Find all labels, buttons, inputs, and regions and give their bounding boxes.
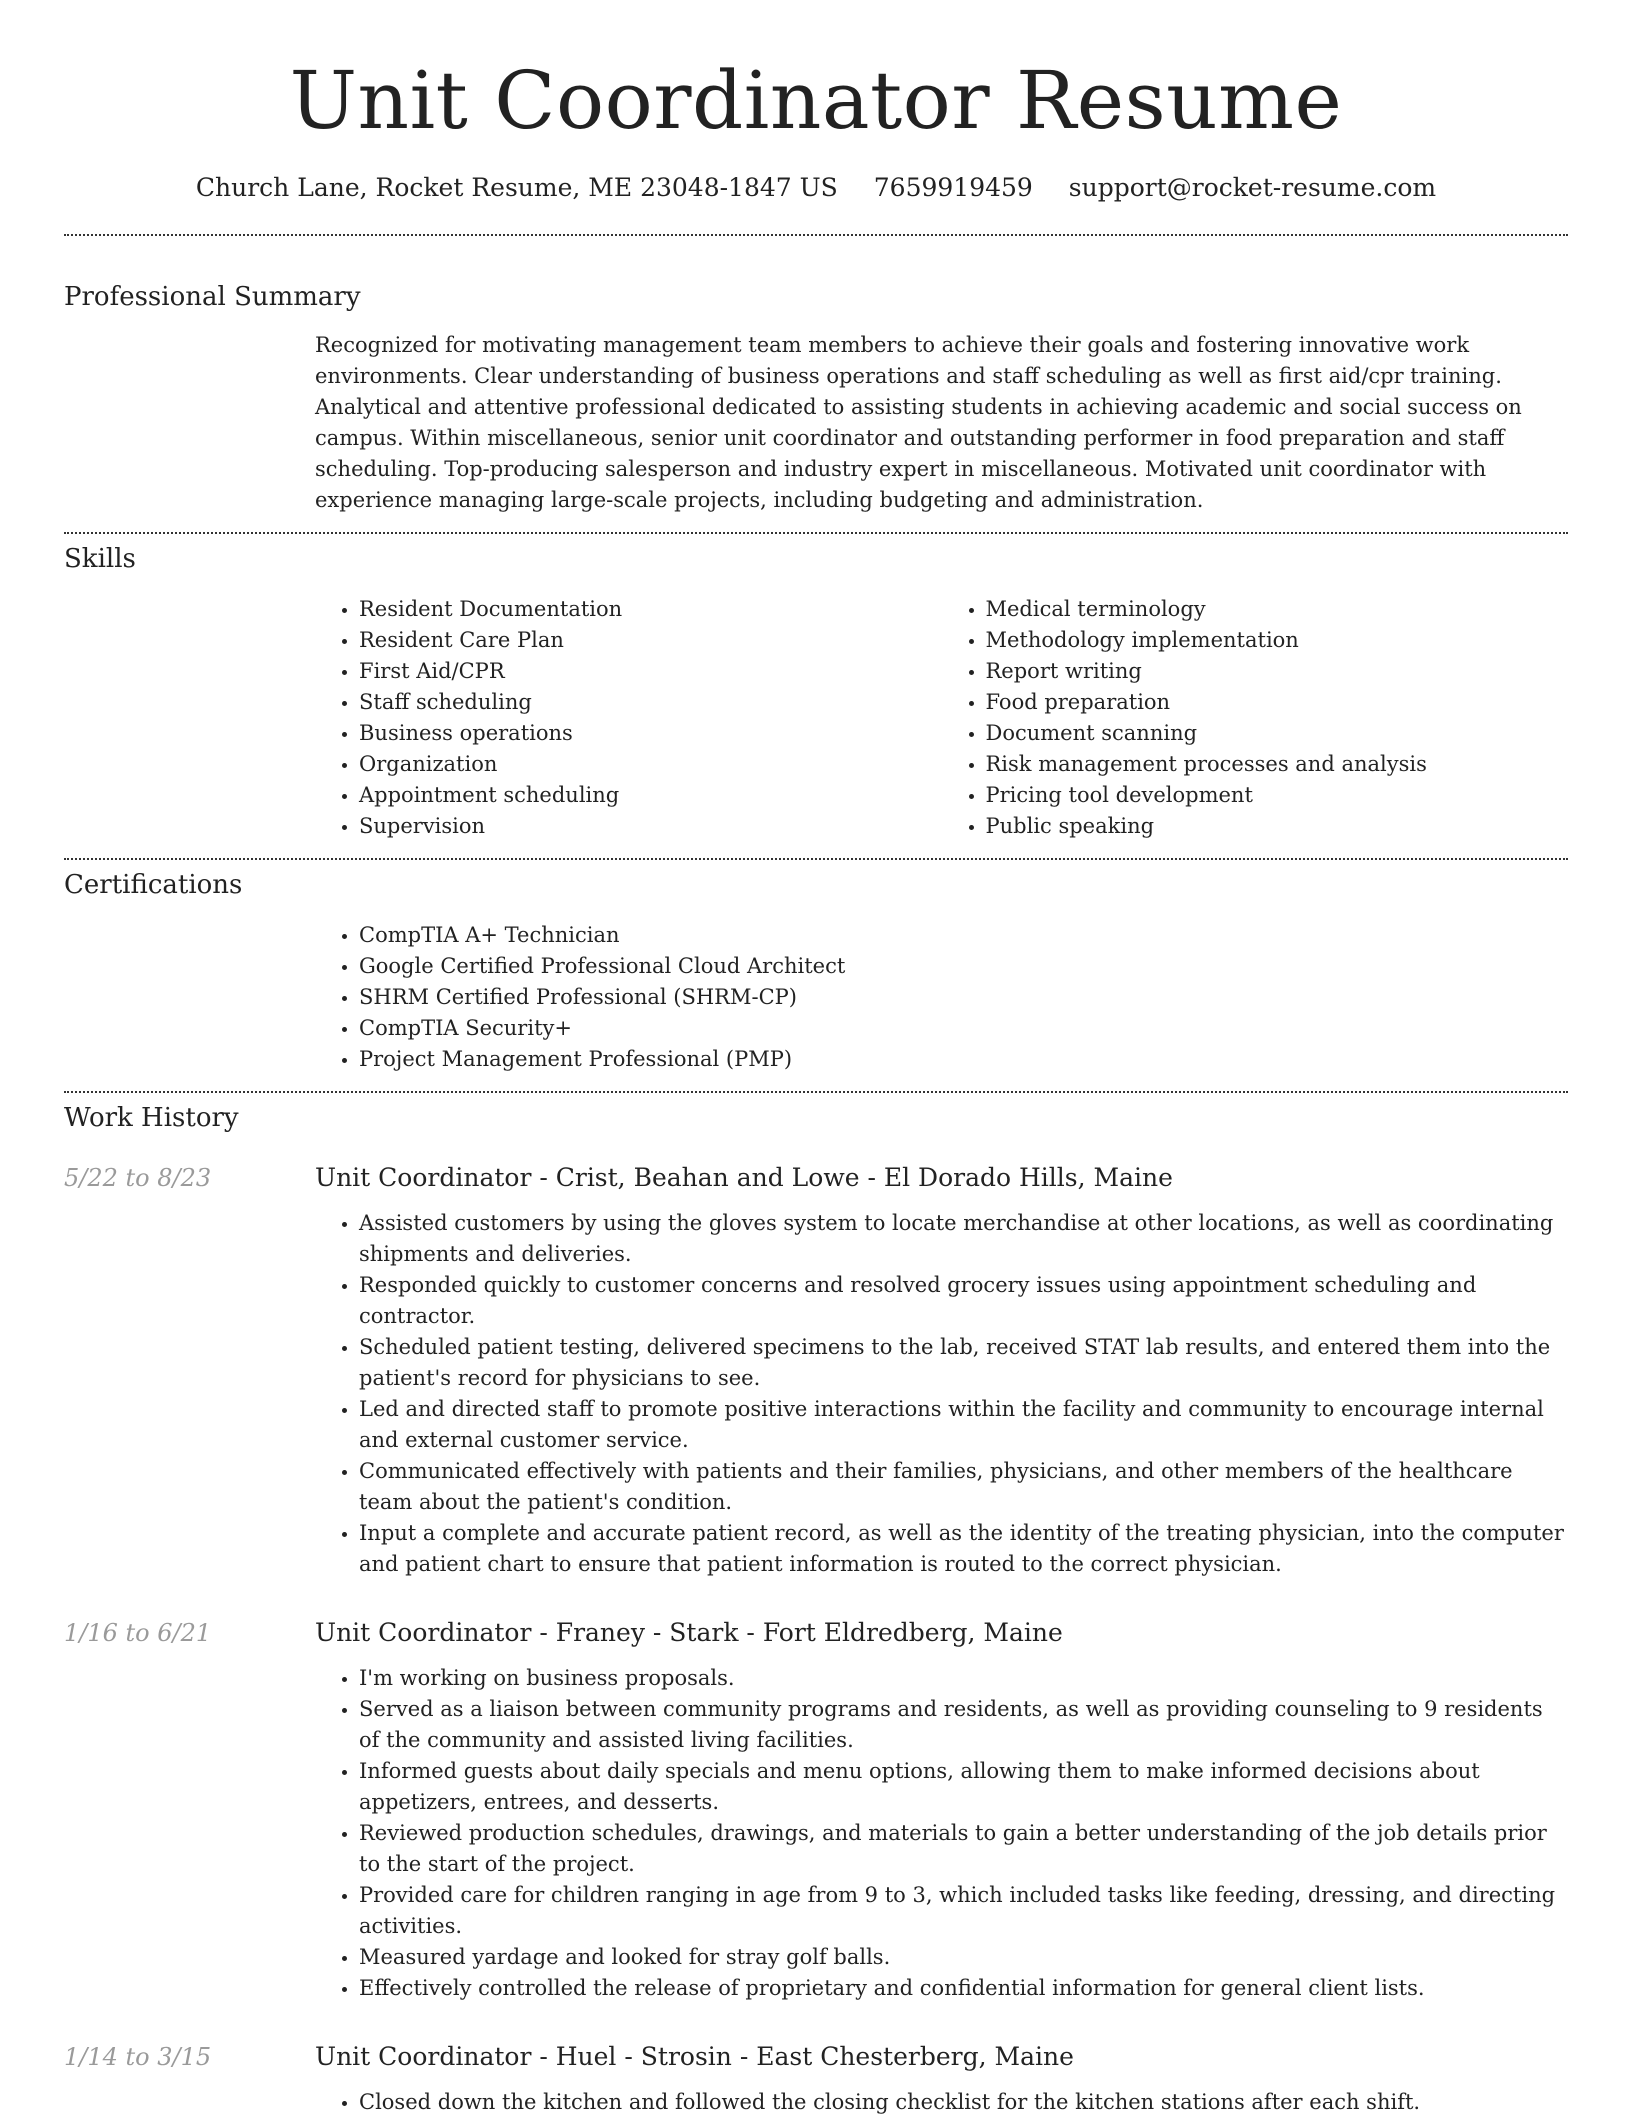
certifications-section (64, 868, 1568, 1075)
skill-item: • Resident Care Plan (359, 625, 942, 656)
skill-item: • Food preparation (986, 687, 1569, 718)
certification-item: • CompTIA A+ Technician (359, 920, 1568, 951)
work-history-section (64, 1101, 1568, 2118)
job-title: Unit Coordinator - Crist, Beahan and Lowe - El Dorado Hills, Maine (315, 1163, 1173, 1192)
job-bullet: • Input a complete and accurate patient record, as well as the identity of the treating physician, into the computer and patient chart to ensure that patient information is routed to the correct physician. (359, 1518, 1568, 1580)
skill-item: • Business operations (359, 718, 942, 749)
job-bullet: • Measured yardage and looked for stray golf balls. (359, 1942, 1568, 1973)
contact-phone: 7659919459 (873, 173, 1033, 202)
skill-item: • Resident Documentation (359, 594, 942, 625)
certifications-list (315, 920, 1568, 1075)
resume-page (64, 0, 1568, 2118)
contact-info (64, 172, 1568, 204)
skill-item: • Report writing (986, 656, 1569, 687)
skill-item: • Supervision (359, 811, 942, 842)
resume-title: Unit Coordinator Resume (289, 54, 1343, 147)
job-dates: 5/22 to 8/23 (64, 1164, 212, 1192)
certification-item: • Project Management Professional (PMP) (359, 1044, 1568, 1075)
section-divider (64, 858, 1568, 860)
job-bullet: • Provided care for children ranging in age from 9 to 3, which included tasks like feeding, dressing, and directing activities. (359, 1880, 1568, 1942)
job-bullet: • Closed down the kitchen and followed the closing checklist for the kitchen stations after each shift. (359, 2087, 1568, 2118)
skill-item: • Document scanning (986, 718, 1569, 749)
job-dates: 1/14 to 3/15 (64, 2043, 212, 2071)
job-entry (64, 1616, 1568, 2004)
job-bullet: • Reviewed production schedules, drawings, and materials to gain a better understanding of the job details prior to the start of the project. (359, 1818, 1568, 1880)
skill-item: • Organization (359, 749, 942, 780)
work-history-heading: Work History (64, 1103, 239, 1133)
skill-item: • First Aid/CPR (359, 656, 942, 687)
skill-item: • Medical terminology (986, 594, 1569, 625)
skill-item: • Methodology implementation (986, 625, 1569, 656)
job-bullet: • Effectively controlled the release of proprietary and confidential information for general client lists. (359, 1973, 1568, 2004)
job-title: Unit Coordinator - Huel - Strosin - East Chesterberg, Maine (315, 2042, 1074, 2071)
job-bullet: • I'm working on business proposals. (359, 1663, 1568, 1694)
summary-heading: Professional Summary (64, 282, 361, 312)
job-dates: 1/16 to 6/21 (64, 1619, 212, 1647)
skills-heading: Skills (64, 544, 136, 574)
job-bullet: • Led and directed staff to promote positive interactions within the facility and community to encourage internal and external customer service. (359, 1394, 1568, 1456)
skill-item: • Appointment scheduling (359, 780, 942, 811)
skills-list-left (315, 594, 942, 842)
contact-address: Church Lane, Rocket Resume, ME 23048-1847 US (195, 173, 838, 202)
job-bullet: • Served as a liaison between community programs and residents, as well as providing counseling to 9 residents of the community and assisted living facilities. (359, 1694, 1568, 1756)
job-bullet: • Responded quickly to customer concerns and resolved grocery issues using appointment scheduling and contractor. (359, 1270, 1568, 1332)
skill-item: • Public speaking (986, 811, 1569, 842)
job-bullets (315, 1208, 1568, 1580)
job-entry (64, 1161, 1568, 1580)
skill-item: • Pricing tool development (986, 780, 1569, 811)
skills-columns (315, 594, 1568, 842)
section-divider (64, 532, 1568, 534)
certifications-heading: Certifications (64, 870, 243, 900)
job-title: Unit Coordinator - Franey - Stark - Fort Eldredberg, Maine (315, 1618, 1063, 1647)
skills-section (64, 542, 1568, 842)
job-bullet: • Informed guests about daily specials and menu options, allowing them to make informed decisions about appetizers, entrees, and desserts. (359, 1756, 1568, 1818)
contact-email: support@rocket-resume.com (1068, 173, 1437, 202)
summary-section (64, 280, 1568, 516)
skills-list-right (942, 594, 1569, 842)
job-bullet: • Communicated effectively with patients and their families, physicians, and other members of the healthcare team about the patient's condition. (359, 1456, 1568, 1518)
skill-item: • Staff scheduling (359, 687, 942, 718)
section-divider (64, 234, 1568, 236)
certification-item: • SHRM Certified Professional (SHRM-CP) (359, 982, 1568, 1013)
job-bullets (315, 2087, 1568, 2118)
skill-item: • Risk management processes and analysis (986, 749, 1569, 780)
job-bullet: • Assisted customers by using the gloves system to locate merchandise at other locations, as well as coordinating shipments and deliveries. (359, 1208, 1568, 1270)
job-bullet: • Scheduled patient testing, delivered specimens to the lab, received STAT lab results, and entered them into the patient's record for physicians to see. (359, 1332, 1568, 1394)
job-bullets (315, 1663, 1568, 2004)
certification-item: • CompTIA Security+ (359, 1013, 1568, 1044)
summary-text: Recognized for motivating management team members to achieve their goals and fostering innovative work environments. Clear understanding of business operations and staff scheduling as well as first aid/cpr training. Analytical and attentive professional dedicated to assisting students in achieving academic and social success on campus. Within miscellaneous, senior unit coordinator and outstanding performer in food preparation and staff scheduling. Top-producing salesperson and industry expert in miscellaneous. Motivated unit coordinator with experience managing large-scale projects, including budgeting and administration. (315, 333, 1522, 512)
certification-item: • Google Certified Professional Cloud Architect (359, 951, 1568, 982)
section-divider (64, 1091, 1568, 1093)
job-entry (64, 2040, 1568, 2118)
